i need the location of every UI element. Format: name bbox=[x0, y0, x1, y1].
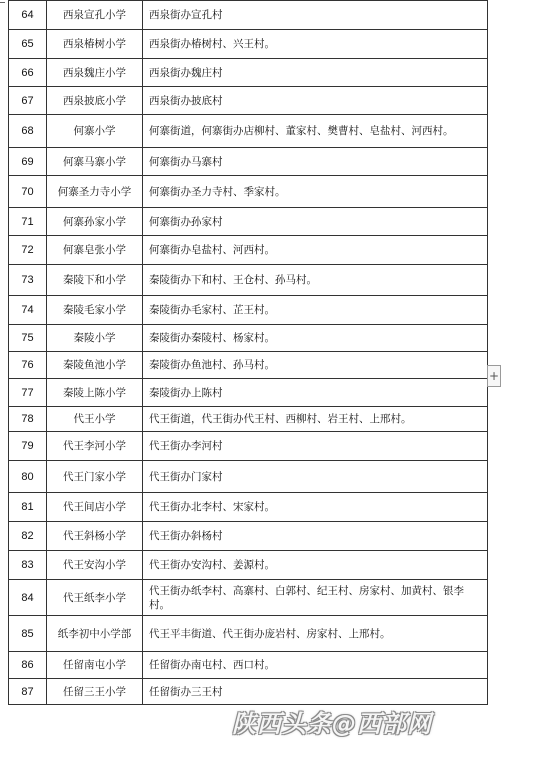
table-row bbox=[9, 352, 488, 379]
row-number: 84 bbox=[9, 580, 47, 616]
service-villages: 代王街办纸李村、高寨村、白郭村、纪王村、房家村、加黄村、银李村。 bbox=[143, 580, 488, 616]
row-number: 65 bbox=[9, 30, 47, 59]
table-row bbox=[9, 580, 488, 616]
service-villages: 秦陵街办上陈村 bbox=[143, 379, 488, 407]
table-row bbox=[9, 59, 488, 87]
table-row bbox=[9, 148, 488, 176]
service-villages: 任留街办三王村 bbox=[143, 679, 488, 705]
school-name: 西泉魏庄小学 bbox=[47, 59, 143, 87]
row-number: 85 bbox=[9, 616, 47, 652]
service-villages: 西泉街办宣孔村 bbox=[143, 1, 488, 30]
service-villages: 何寨街道，何寨街办店柳村、董家村、樊曹村、皂盐村、河西村。 bbox=[143, 115, 488, 148]
school-name: 秦陵下和小学 bbox=[47, 265, 143, 296]
row-number: 74 bbox=[9, 296, 47, 325]
row-number: 81 bbox=[9, 493, 47, 522]
service-villages: 西泉街办披底村 bbox=[143, 87, 488, 115]
service-villages: 代王街道，代王街办代王村、西柳村、岩王村、上邢村。 bbox=[143, 407, 488, 432]
row-number: 77 bbox=[9, 379, 47, 407]
service-villages: 代王平丰街道、代王街办庞岩村、房家村、上邢村。 bbox=[143, 616, 488, 652]
school-name: 秦陵毛家小学 bbox=[47, 296, 143, 325]
row-number: 87 bbox=[9, 679, 47, 705]
table-row bbox=[9, 176, 488, 208]
table-row bbox=[9, 296, 488, 325]
table-row bbox=[9, 325, 488, 352]
row-number: 69 bbox=[9, 148, 47, 176]
table-row bbox=[9, 493, 488, 522]
row-number: 67 bbox=[9, 87, 47, 115]
table-row bbox=[9, 616, 488, 652]
watermark-logo: 陕西头条@西部网 bbox=[232, 710, 432, 738]
row-number: 82 bbox=[9, 522, 47, 551]
row-number: 79 bbox=[9, 432, 47, 461]
table-row bbox=[9, 522, 488, 551]
service-villages: 代王街办斜杨村 bbox=[143, 522, 488, 551]
school-name: 代王小学 bbox=[47, 407, 143, 432]
school-name: 何寨圣力寺小学 bbox=[47, 176, 143, 208]
school-name: 秦陵上陈小学 bbox=[47, 379, 143, 407]
row-number: 66 bbox=[9, 59, 47, 87]
table-row bbox=[9, 30, 488, 59]
school-name: 代王安沟小学 bbox=[47, 551, 143, 580]
school-district-table bbox=[8, 0, 488, 705]
row-number: 64 bbox=[9, 1, 47, 30]
row-number: 72 bbox=[9, 236, 47, 265]
row-number: 80 bbox=[9, 461, 47, 493]
table-row bbox=[9, 461, 488, 493]
table-row bbox=[9, 87, 488, 115]
school-name: 代王间店小学 bbox=[47, 493, 143, 522]
service-villages: 何寨街办皂盐村、河西村。 bbox=[143, 236, 488, 265]
school-name: 代王纸李小学 bbox=[47, 580, 143, 616]
school-name: 纸李初中小学部 bbox=[47, 616, 143, 652]
service-villages: 西泉街办椿树村、兴王村。 bbox=[143, 30, 488, 59]
row-number: 70 bbox=[9, 176, 47, 208]
service-villages: 秦陵街办毛家村、芷王村。 bbox=[143, 296, 488, 325]
school-name: 何寨马寨小学 bbox=[47, 148, 143, 176]
service-villages: 何寨街办马寨村 bbox=[143, 148, 488, 176]
row-number: 76 bbox=[9, 352, 47, 379]
row-number: 68 bbox=[9, 115, 47, 148]
table-row bbox=[9, 208, 488, 236]
school-name: 秦陵小学 bbox=[47, 325, 143, 352]
school-name: 代王斜杨小学 bbox=[47, 522, 143, 551]
row-number: 78 bbox=[9, 407, 47, 432]
school-name: 西泉宣孔小学 bbox=[47, 1, 143, 30]
service-villages: 秦陵街办鱼池村、孙马村。 bbox=[143, 352, 488, 379]
service-villages: 秦陵街办下和村、王仓村、孙马村。 bbox=[143, 265, 488, 296]
school-name: 西泉椿树小学 bbox=[47, 30, 143, 59]
school-name: 代王门家小学 bbox=[47, 461, 143, 493]
table-row bbox=[9, 551, 488, 580]
service-villages: 任留街办南屯村、西口村。 bbox=[143, 652, 488, 679]
table-row bbox=[9, 652, 488, 679]
table-row bbox=[9, 265, 488, 296]
school-name: 西泉披底小学 bbox=[47, 87, 143, 115]
service-villages: 何寨街办圣力寺村、季家村。 bbox=[143, 176, 488, 208]
row-number: 73 bbox=[9, 265, 47, 296]
service-villages: 西泉街办魏庄村 bbox=[143, 59, 488, 87]
service-villages: 代王街办北李村、宋家村。 bbox=[143, 493, 488, 522]
table-row bbox=[9, 115, 488, 148]
service-villages: 代王街办安沟村、姜源村。 bbox=[143, 551, 488, 580]
row-number: 71 bbox=[9, 208, 47, 236]
school-name: 任留三王小学 bbox=[47, 679, 143, 705]
school-name: 任留南屯小学 bbox=[47, 652, 143, 679]
table-row bbox=[9, 407, 488, 432]
row-number: 83 bbox=[9, 551, 47, 580]
service-villages: 何寨街办孙家村 bbox=[143, 208, 488, 236]
school-name: 何寨小学 bbox=[47, 115, 143, 148]
school-name: 何寨皂张小学 bbox=[47, 236, 143, 265]
table-row bbox=[9, 379, 488, 407]
service-villages: 代王街办门家村 bbox=[143, 461, 488, 493]
school-name: 秦陵鱼池小学 bbox=[47, 352, 143, 379]
table-row bbox=[9, 432, 488, 461]
row-number: 86 bbox=[9, 652, 47, 679]
table-row bbox=[9, 1, 488, 30]
school-name: 何寨孙家小学 bbox=[47, 208, 143, 236]
table-row bbox=[9, 236, 488, 265]
page-edge-mark bbox=[0, 2, 5, 3]
table-row bbox=[9, 679, 488, 705]
school-name: 代王李河小学 bbox=[47, 432, 143, 461]
add-column-button[interactable]: + bbox=[487, 365, 501, 387]
row-number: 75 bbox=[9, 325, 47, 352]
service-villages: 代王街办李河村 bbox=[143, 432, 488, 461]
service-villages: 秦陵街办秦陵村、杨家村。 bbox=[143, 325, 488, 352]
